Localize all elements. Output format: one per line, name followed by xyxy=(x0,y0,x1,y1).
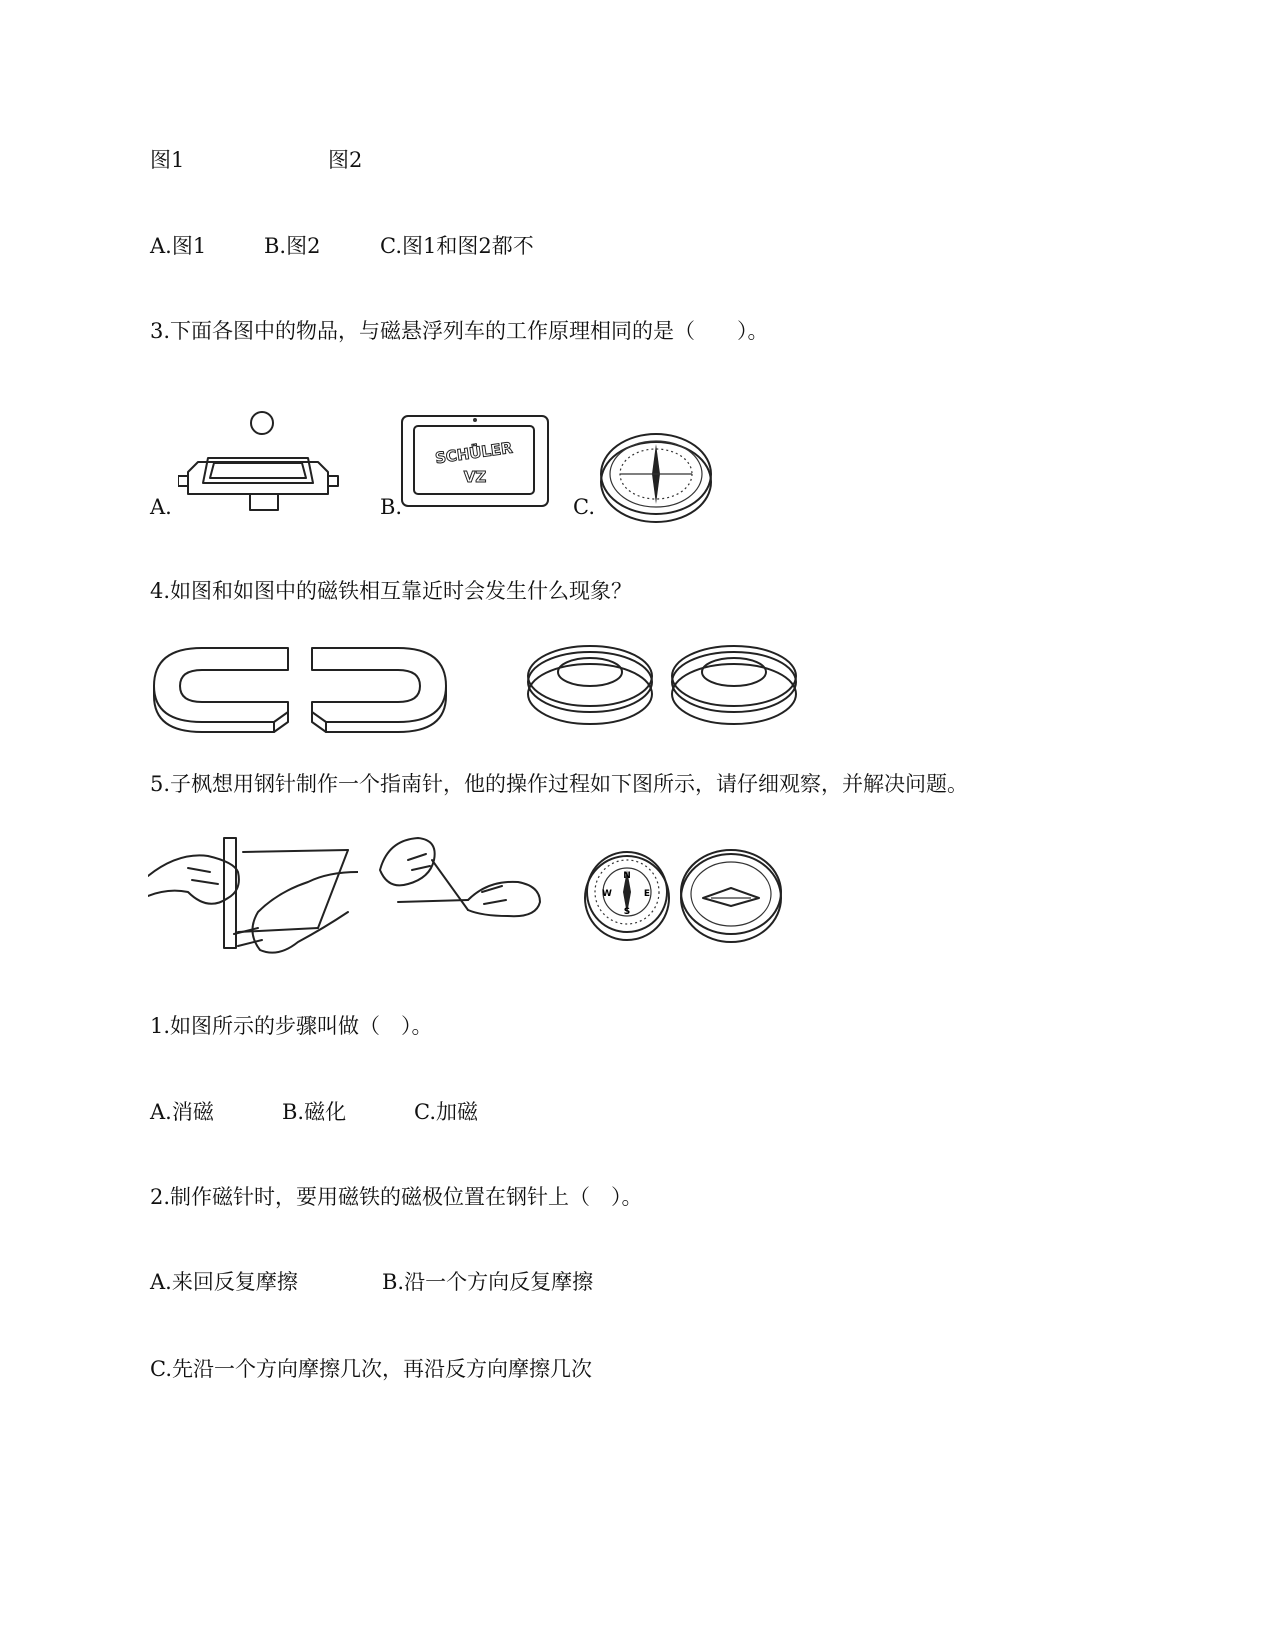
compass-image xyxy=(598,430,716,526)
q3-option-c-label[interactable]: C. xyxy=(573,495,595,519)
q3-option-b-label[interactable]: B. xyxy=(380,495,403,519)
ring-magnets-image xyxy=(526,632,806,728)
q2-option-b[interactable]: B.图2 xyxy=(264,234,321,258)
sub2-options-row1 xyxy=(150,1269,594,1295)
maglev-toy-image xyxy=(178,408,348,514)
q2-option-a[interactable]: A.图1 xyxy=(150,234,207,258)
sub2-question: 2.制作磁针时，要用磁铁的磁极位置在钢针上（ ）。 xyxy=(150,1185,643,1209)
board-text-line1: SCHÜLER xyxy=(434,438,514,468)
q5-question: 5.子枫想用钢针制作一个指南针，他的操作过程如下图所示，请仔细观察，并解决问题。 xyxy=(150,772,969,796)
u-magnets-image xyxy=(150,640,450,736)
sub1-options xyxy=(150,1099,478,1125)
compass-letter-s: S xyxy=(623,907,631,917)
compass-letter-w: W xyxy=(602,889,612,899)
fig2-label: 图2 xyxy=(328,148,363,172)
q3-question: 3.下面各图中的物品，与磁悬浮列车的工作原理相同的是（ ）。 xyxy=(150,319,769,343)
fig1-label: 图1 xyxy=(150,148,185,172)
sub2-option-a[interactable]: A.来回反复摩擦 xyxy=(150,1270,298,1294)
sub1-option-a[interactable]: A.消磁 xyxy=(150,1100,214,1124)
sub1-option-c[interactable]: C.加磁 xyxy=(414,1100,478,1124)
sub2-option-c[interactable]: C.先沿一个方向摩擦几次，再沿反方向摩擦几次 xyxy=(150,1357,592,1381)
compasses-image xyxy=(583,846,783,946)
sub1-option-b[interactable]: B.磁化 xyxy=(282,1100,347,1124)
sub1-question: 1.如图所示的步骤叫做（ ）。 xyxy=(150,1014,433,1038)
figure-labels-row xyxy=(150,147,363,173)
compass-letter-n: N xyxy=(623,871,631,881)
needle-magnet-hands-image xyxy=(378,830,543,930)
q3-option-a-label[interactable]: A. xyxy=(150,495,172,519)
q2-options xyxy=(150,233,534,259)
q2-option-c[interactable]: C.图1和图2都不 xyxy=(380,234,534,258)
q4-question: 4.如图和如图中的磁铁相互靠近时会发生什么现象？ xyxy=(150,579,633,603)
sub2-option-b[interactable]: B.沿一个方向反复摩擦 xyxy=(382,1270,594,1294)
compass-letter-e: E xyxy=(643,889,651,899)
rubbing-needle-hands-image xyxy=(148,832,358,972)
magnetic-board-image xyxy=(400,414,550,508)
board-text-line2: VZ xyxy=(463,468,487,486)
